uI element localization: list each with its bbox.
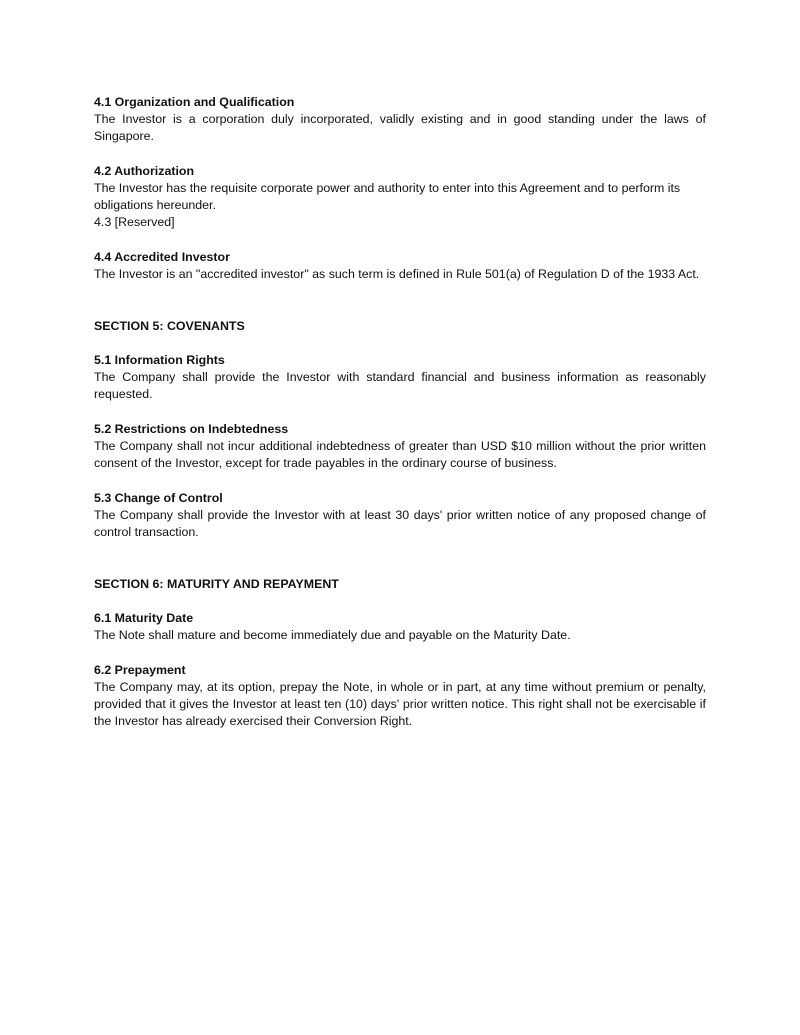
clause-text: The Investor is a corporation duly incorporated, validly existing and in good standing under the laws of Singapore. <box>94 112 706 144</box>
clause-heading: 6.1 Maturity Date <box>94 610 194 625</box>
clause-4-4 <box>94 249 706 283</box>
document-body <box>94 94 706 730</box>
section-6-title: SECTION 6: MATURITY AND REPAYMENT <box>94 576 339 591</box>
clause-text: The Investor has the requisite corporate power and authority to enter into this Agreement and to perform its obligations hereunder. <box>94 181 681 213</box>
clause-text: The Note shall mature and become immediately due and payable on the Maturity Date. <box>94 628 571 643</box>
clause-heading: 5.2 Restrictions on Indebtedness <box>94 421 289 436</box>
clause-heading: 6.2 Prepayment <box>94 662 186 677</box>
clause-4-1 <box>94 94 706 146</box>
section-5-title: SECTION 5: COVENANTS <box>94 318 245 333</box>
clause-6-1 <box>94 610 706 644</box>
section-spacer <box>94 558 706 575</box>
clause-reserved: 4.3 [Reserved] <box>94 215 175 230</box>
clause-5-3 <box>94 490 706 542</box>
clause-text: The Company may, at its option, prepay the Note, in whole or in part, at any time without premium or penalty, provided that it gives the Investor at least ten (10) days' prior written notice. This right shall not be exercisable if the Investor has already exercised their Conversion Right. <box>94 679 706 729</box>
clause-4-2 <box>94 163 706 232</box>
clause-text: The Company shall not incur additional indebtedness of greater than USD $10 million without the prior written consent of the Investor, except for trade payables in the ordinary course of business. <box>94 438 706 471</box>
clause-text: The Investor is an "accredited investor" as such term is defined in Rule 501(a) of Regulation D of the 1933 Act. <box>94 267 700 281</box>
section-spacer <box>94 300 706 317</box>
clause-heading: 4.2 Authorization <box>94 163 195 178</box>
clause-heading: 5.1 Information Rights <box>94 352 225 367</box>
clause-heading: 4.4 Accredited Investor <box>94 249 230 264</box>
clause-heading: 5.3 Change of Control <box>94 490 223 505</box>
clause-text: The Company shall provide the Investor with standard financial and business information as reasonably requested. <box>94 370 706 402</box>
clause-6-2 <box>94 662 706 731</box>
clause-5-2 <box>94 421 706 473</box>
clause-5-1 <box>94 352 706 404</box>
clause-text: The Company shall provide the Investor with at least 30 days' prior written notice of any proposed change of control transaction. <box>94 507 706 539</box>
clause-heading: 4.1 Organization and Qualification <box>94 95 295 109</box>
